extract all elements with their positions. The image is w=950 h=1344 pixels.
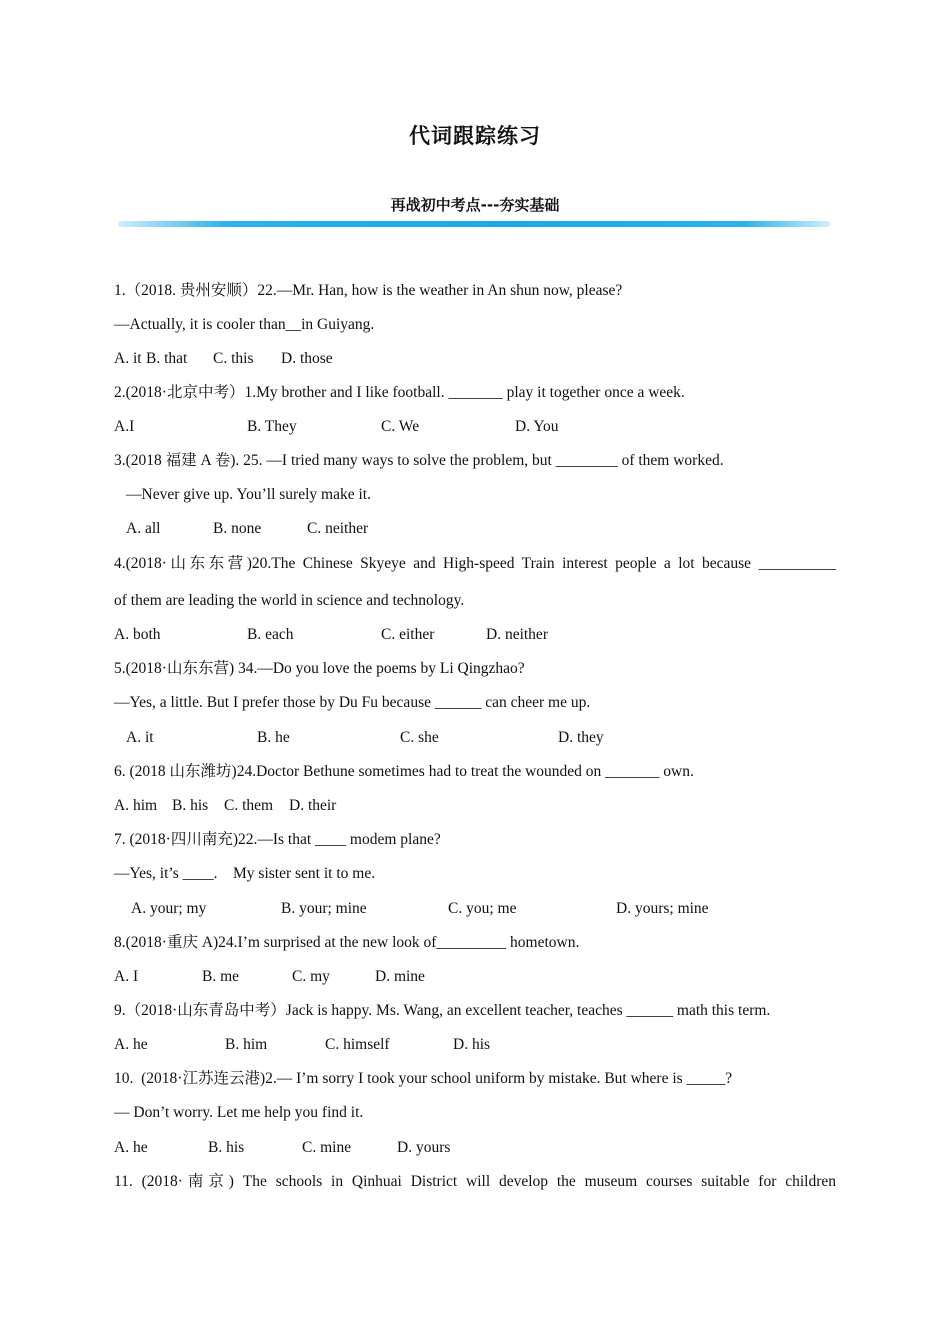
option: D. yours; mine — [616, 900, 709, 917]
option: A.I — [114, 418, 135, 435]
option: D. yours — [397, 1139, 451, 1156]
option: C. you; me — [448, 900, 517, 917]
question-6-stem: 6. (2018 山东潍坊)24.Doctor Bethune sometimes had to treat the wounded on _______ own. — [114, 763, 694, 780]
option: C. himself — [325, 1036, 390, 1053]
question-9-stem: 9.（2018·山东青岛中考）Jack is happy. Ms. Wang, an excellent teacher, teaches ______ math this term. — [114, 1002, 771, 1019]
page-title: 代词跟踪练习 — [409, 124, 541, 148]
option: C. them — [224, 797, 274, 814]
question-8-stem: 8.(2018·重庆 A)24.I’m surprised at the new look of_________ hometown. — [114, 934, 580, 951]
option: C. We — [381, 418, 420, 435]
option: D. neither — [486, 626, 548, 643]
question-1-reply: —Actually, it is cooler than__in Guiyang. — [114, 316, 375, 333]
option: C. she — [400, 729, 439, 746]
option: B. me — [202, 968, 240, 985]
option: A. it — [114, 350, 142, 367]
option: A. I — [114, 968, 139, 985]
option: B. that — [146, 350, 188, 367]
option: B. your; mine — [281, 900, 367, 917]
option: B. none — [213, 520, 262, 537]
question-3-stem: 3.(2018 福建 A 卷). 25. —I tried many ways to solve the problem, but ________ of them worked. — [114, 452, 724, 469]
question-7-stem: 7. (2018·四川南充)22.—Is that ____ modem plane? — [114, 831, 441, 848]
option: C. neither — [307, 520, 369, 537]
option: D. mine — [375, 968, 425, 985]
option: A. it — [126, 729, 154, 746]
option: C. mine — [302, 1139, 352, 1156]
option: A. him — [114, 797, 158, 814]
question-4-stem: 4.(2018·山东东营)20.The Chinese Skyeye and High-speed Train interest people a lot because __________ — [114, 555, 836, 572]
option: B. his — [208, 1139, 245, 1156]
question-11-stem: 11. (2018·南京) The schools in Qinhuai District will develop the museum courses suitable for children — [114, 1173, 836, 1190]
question-7-reply: —Yes, it’s ____. My sister sent it to me. — [114, 865, 376, 882]
option: A. your; my — [131, 900, 207, 917]
question-3-reply: —Never give up. You’ll surely make it. — [126, 486, 371, 503]
option: A. both — [114, 626, 161, 643]
option: B. each — [247, 626, 294, 643]
option: C. this — [213, 350, 254, 367]
option: A. all — [126, 520, 161, 537]
option: B. him — [225, 1036, 268, 1053]
question-5-reply: —Yes, a little. But I prefer those by Du Fu because ______ can cheer me up. — [114, 694, 591, 711]
option: D. those — [281, 350, 333, 367]
option: D. they — [558, 729, 604, 746]
option: C. either — [381, 626, 435, 643]
question-10-stem: 10. (2018·江苏连云港)2.— I’m sorry I took your school uniform by mistake. But where is _____? — [114, 1070, 733, 1087]
option: B. his — [172, 797, 209, 814]
option: D. his — [453, 1036, 491, 1053]
question-2-stem: 2.(2018·北京中考）1.My brother and I like football. _______ play it together once a week. — [114, 384, 685, 401]
question-10-reply: — Don’t worry. Let me help you find it. — [114, 1104, 364, 1121]
option: A. he — [114, 1036, 148, 1053]
option: B. he — [257, 729, 290, 746]
option: C. my — [292, 968, 330, 985]
question-5-stem: 5.(2018·山东东营) 34.—Do you love the poems by Li Qingzhao? — [114, 660, 525, 677]
option: A. he — [114, 1139, 148, 1156]
question-4-reply: of them are leading the world in science and technology. — [114, 592, 465, 609]
option: D. You — [515, 418, 559, 435]
option: D. their — [289, 797, 337, 814]
decorative-divider — [118, 221, 830, 227]
question-1-stem: 1.（2018. 贵州安顺）22.—Mr. Han, how is the weather in An shun now, please? — [114, 282, 623, 299]
option: B. They — [247, 418, 297, 435]
page-subtitle: 再战初中考点---夯实基础 — [390, 196, 560, 214]
